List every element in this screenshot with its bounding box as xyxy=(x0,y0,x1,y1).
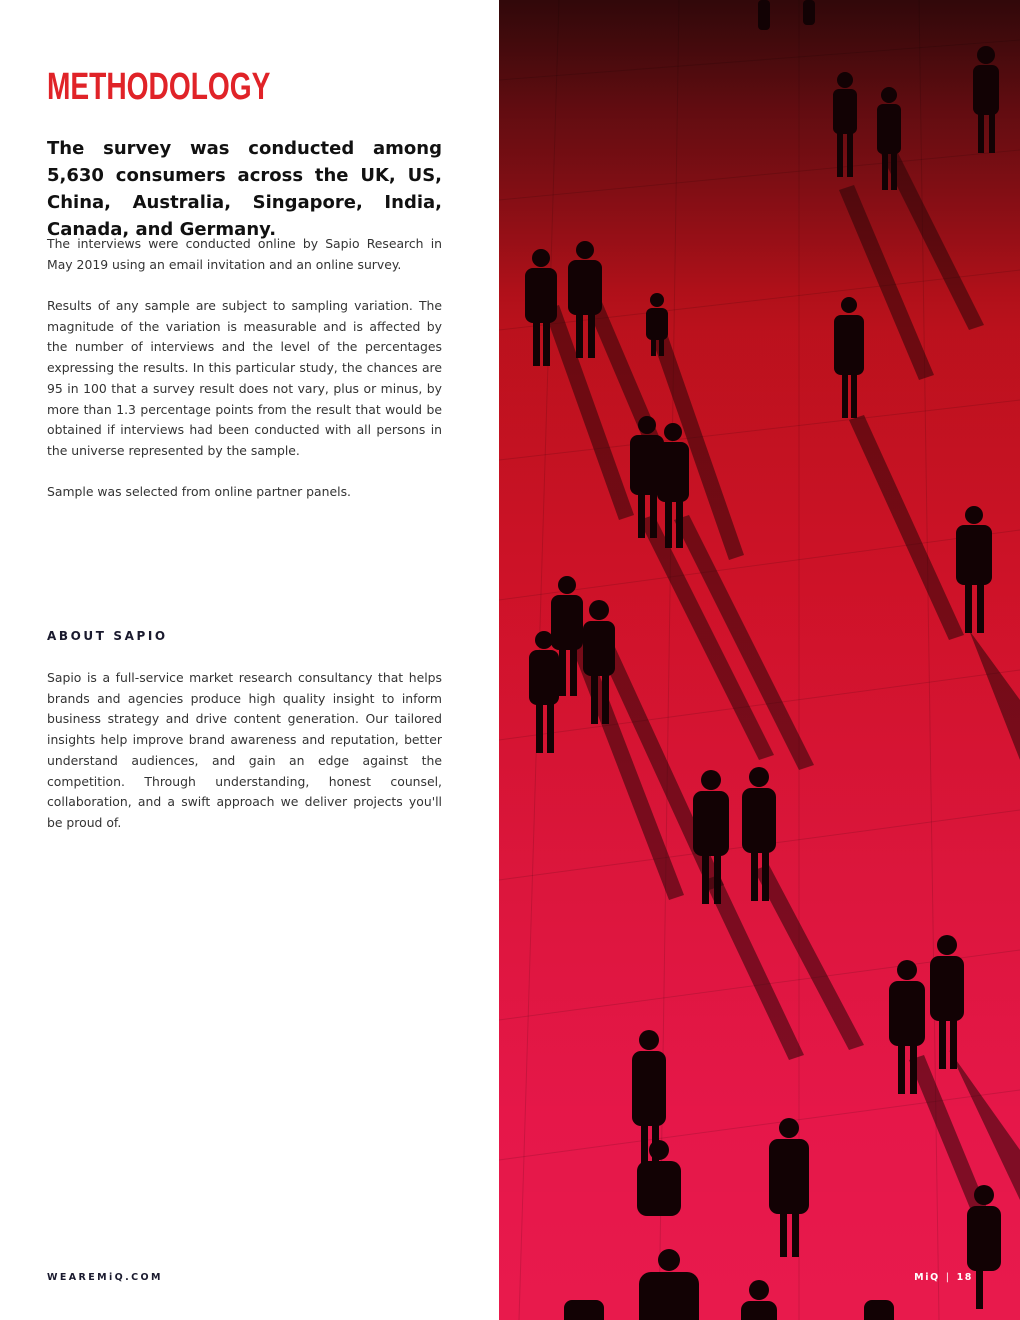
page-number: 18 xyxy=(956,1272,973,1283)
footer-separator: | xyxy=(945,1272,951,1283)
about-sapio-text: Sapio is a full-service market research consultancy that helps brands and agencies produce high quality insight to inform business strategy and drive content generation. Our tailored insights help improve brand awareness and reputation, better understand audiences, and gain an edge against the competition. Through understanding, honest counsel, collaboration, and a swift approach we deliver projects you'll be proud of. xyxy=(47,670,442,830)
page-footer xyxy=(914,1272,973,1283)
methodology-paragraph-3: Sample was selected from online partner panels. xyxy=(47,484,351,499)
brand-name: MiQ xyxy=(914,1272,940,1283)
methodology-paragraph-1: The interviews were conducted online by Sapio Research in May 2019 using an email invitation and an online survey. xyxy=(47,236,442,272)
lead-statement: The survey was conducted among 5,630 consumers across the UK, US, China, Australia, Singapore, India, Canada, and Germany. xyxy=(47,138,442,240)
text-column xyxy=(0,0,499,1320)
website-link[interactable]: WEAREMiQ.COM xyxy=(47,1272,163,1283)
page-title: METHODOLOGY xyxy=(47,66,271,108)
crowd-illustration xyxy=(499,0,1020,1320)
methodology-paragraph-2: Results of any sample are subject to sampling variation. The magnitude of the variation is measurable and is affected by the number of interviews and the level of the percentages expressing the results. In this particular study, the chances are 95 in 100 that a survey result does not vary, plus or minus, by more than 1.3 percentage points from the result that would be obtained if interviews had been conducted with all persons in the universe represented by the sample. xyxy=(47,298,442,458)
crowd-photo xyxy=(499,0,1020,1320)
about-sapio-heading: ABOUT SAPIO xyxy=(47,629,168,643)
